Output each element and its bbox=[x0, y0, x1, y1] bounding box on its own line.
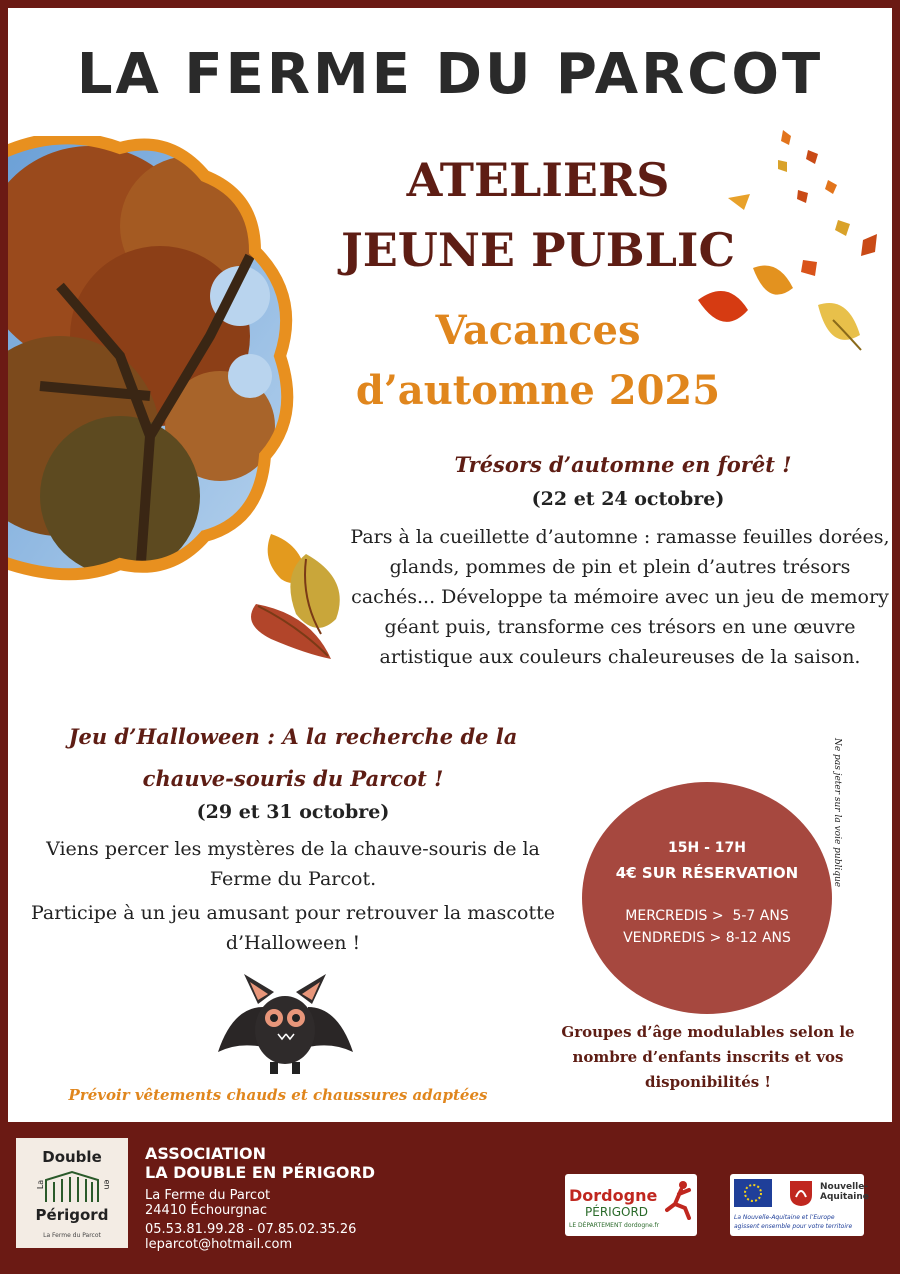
region-europe-logo bbox=[730, 1174, 869, 1236]
subheading-line1: Vacances bbox=[435, 307, 641, 354]
logo-caption: La Ferme du Parcot bbox=[43, 1232, 101, 1239]
region-text2: agissent ensemble pour votre territoire bbox=[734, 1223, 853, 1230]
workshop2-description-1: Viens percer les mystères de la chauve-souris de la Ferme du Parcot. bbox=[46, 838, 540, 890]
eu-flag-icon bbox=[734, 1179, 772, 1207]
departement-caption: LE DÉPARTEMENT dordogne.fr bbox=[569, 1222, 660, 1229]
runner-icon bbox=[665, 1180, 693, 1220]
region-name: Nouvelle-Aquitaine bbox=[820, 1182, 869, 1202]
address-line2: 24410 Échourgnac bbox=[145, 1203, 268, 1218]
oak-leaves-icon bbox=[246, 524, 364, 664]
association-label: ASSOCIATION bbox=[145, 1144, 267, 1163]
footer bbox=[0, 1122, 900, 1274]
heading-line1: ATELIERS bbox=[406, 153, 670, 207]
workshop2-title-line1: Jeu d’Halloween : A la recherche de la bbox=[68, 724, 518, 749]
dordogne-word: Dordogne bbox=[569, 1186, 658, 1205]
hours-label: 15H - 17H bbox=[668, 840, 746, 856]
workshop1-dates: (22 et 24 octobre) bbox=[531, 488, 725, 510]
workshop1-title: Trésors d’automne en forêt ! bbox=[454, 452, 792, 477]
heading-line2: JEUNE PUBLIC bbox=[340, 223, 736, 277]
groups-note: Groupes d’âge modulables selon le nombre d’enfants inscrits et vos disponibilités ! bbox=[561, 1023, 855, 1091]
region-text1: La Nouvelle-Aquitaine et l’Europe bbox=[734, 1214, 835, 1221]
clothes-note: Prévoir vêtements chauds et chaussures adaptées bbox=[68, 1086, 488, 1104]
logo-word-la: La bbox=[36, 1179, 46, 1190]
bat-icon bbox=[208, 962, 363, 1082]
workshop1-description: Pars à la cueillette d’automne : ramasse feuilles dorées, glands, pommes de pin et plein d’autres trésors cachés... Développe ta mémoire avec un jeu de memory géant puis, transforme ces trésors en une œuvre artistique aux couleurs chaleureuses de la saison. bbox=[350, 526, 890, 668]
logo-word-double: Double bbox=[42, 1148, 102, 1166]
phone-numbers: 05.53.81.99.28 - 07.85.02.35.26 bbox=[145, 1222, 357, 1237]
logo-house-icon bbox=[44, 1170, 100, 1204]
poster bbox=[8, 8, 892, 1122]
subheading-line2: d’automne 2025 bbox=[355, 367, 721, 414]
address-line1: La Ferme du Parcot bbox=[145, 1188, 271, 1203]
association-logo bbox=[16, 1138, 128, 1248]
email-address: leparcot@hotmail.com bbox=[145, 1237, 293, 1252]
tree-photo bbox=[8, 136, 310, 586]
dordogne-logo bbox=[565, 1174, 697, 1236]
friday-age-label: VENDREDIS > 8-12 ANS bbox=[623, 930, 791, 946]
side-note: Ne pas jeter sur la voie publique bbox=[832, 738, 842, 888]
workshop2-description-2: Participe à un jeu amusant pour retrouver la mascotte d’Halloween ! bbox=[31, 902, 555, 954]
main-title: LA FERME DU PARCOT bbox=[76, 42, 824, 107]
association-name: LA DOUBLE EN PÉRIGORD bbox=[145, 1163, 376, 1182]
price-label: 4€ SUR RÉSERVATION bbox=[615, 864, 799, 882]
info-circle bbox=[582, 782, 832, 1014]
lion-crest-icon bbox=[788, 1179, 814, 1207]
wednesday-age-label: MERCREDIS > 5-7 ANS bbox=[625, 908, 789, 924]
logo-word-en: en bbox=[102, 1179, 112, 1190]
perigord-word: PÉRIGORD bbox=[585, 1205, 649, 1219]
workshop2-title-line2: chauve-souris du Parcot ! bbox=[142, 766, 444, 791]
workshop2-dates: (29 et 31 octobre) bbox=[196, 801, 390, 823]
autumn-leaves-icon bbox=[678, 120, 888, 360]
logo-word-perigord: Périgord bbox=[35, 1206, 109, 1224]
